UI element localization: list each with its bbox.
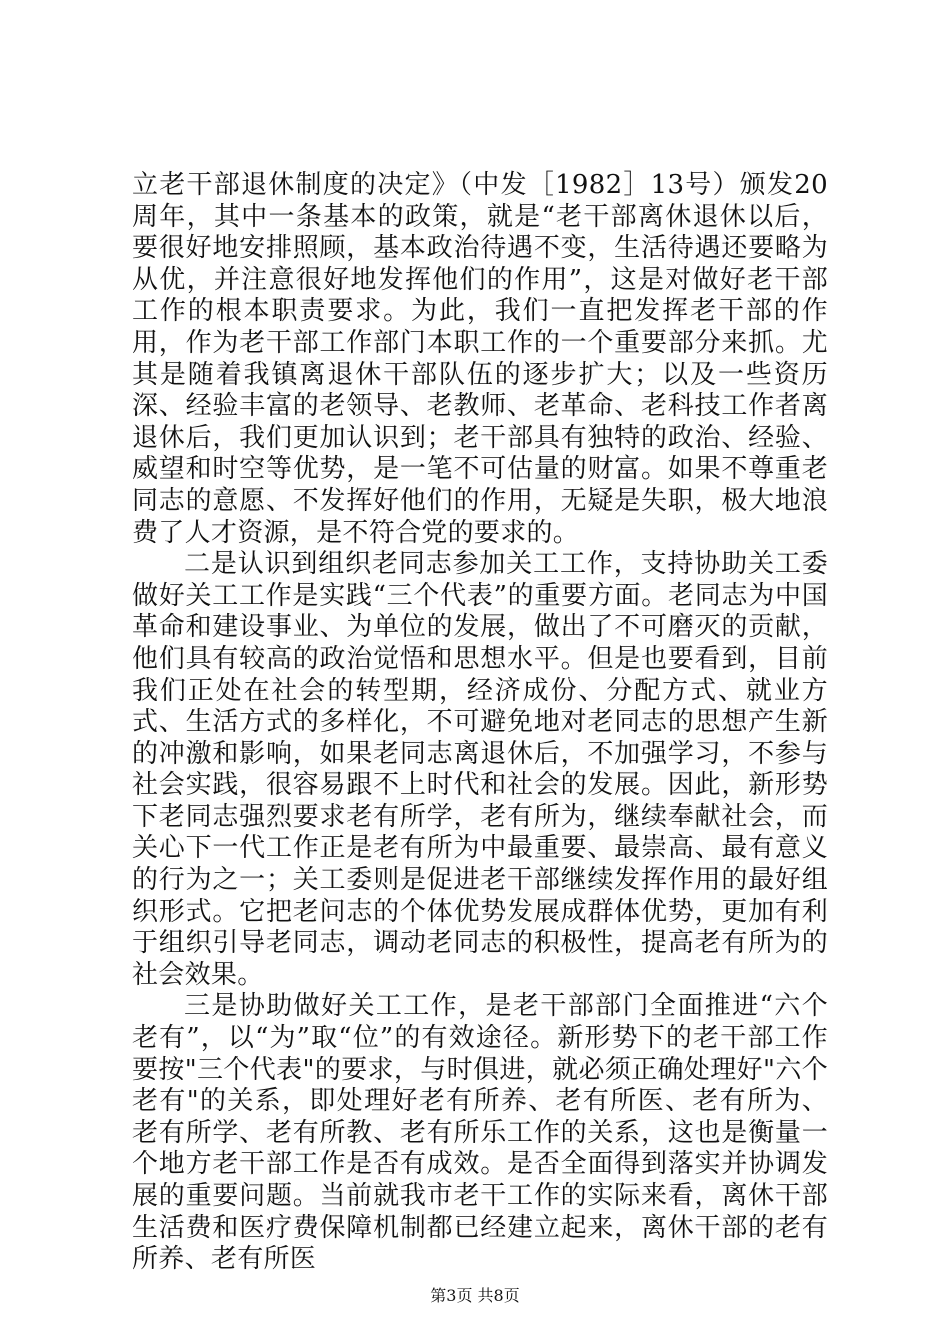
- document-body: [132, 170, 828, 1276]
- paragraph-1: 立老干部退休制度的决定》（中发［1982］13号）颁发20周年，其中一条基本的政策，就是“老干部离休退休以后，要很好地安排照顾，基本政治待遇不变，生活待遇还要略为从优，并注意很好地发挥他们的作用”，这是对做好老干部工作的根本职责要求。为此，我们一直把发挥老干部的作用，作为老干部工作部门本职工作的一个重要部分来抓。尤其是随着我镇离退休干部队伍的逐步扩大；以及一些资历深、经验丰富的老领导、老教师、老革命、老科技工作者离退休后，我们更加认识到；老干部具有独特的政治、经验、威望和时空等优势，是一笔不可估量的财富。如果不尊重老同志的意愿、不发挥好他们的作用，无疑是失职，极大地浪费了人才资源，是不符合党的要求的。: [132, 170, 828, 548]
- page-footer: [0, 1283, 950, 1306]
- paragraph-3: 三是协助做好关工工作，是老干部部门全面推进“六个老有”，以“为”取“位”的有效途径。新形势下的老干部工作要按"三个代表"的要求，与时俱进，就必须正确处理好"六个老有"的关系，即处理好老有所养、老有所医、老有所为、老有所学、老有所教、老有所乐工作的关系，这也是衡量一个地方老干部工作是否有成效。是否全面得到落实并协调发展的重要问题。当前就我市老干工作的实际来看，离休干部生活费和医疗费保障机制都已经建立起来，离休干部的老有所养、老有所医: [132, 991, 828, 1275]
- page-number-label: 第3页 共8页: [430, 1286, 520, 1305]
- paragraph-2: 二是认识到组织老同志参加关工工作，支持协助关工委做好关工工作是实践“三个代表”的重要方面。老同志为中国革命和建设事业、为单位的发展，做出了不可磨灭的贡献，他们具有较高的政治觉悟和思想水平。但是也要看到，目前我们正处在社会的转型期，经济成份、分配方式、就业方式、生活方式的多样化，不可避免地对老同志的思想产生新的冲激和影响，如果老同志离退休后，不加强学习，不参与社会实践，很容易跟不上时代和社会的发展。因此，新形势下老同志强烈要求老有所学，老有所为，继续奉献社会，而关心下一代工作正是老有所为中最重要、最崇高、最有意义的行为之一；关工委则是促进老干部继续发挥作用的最好组织形式。它把老问志的个体优势发展成群体优势，更加有利于组织引导老同志，调动老同志的积极性，提高老有所为的社会效果。: [132, 549, 828, 990]
